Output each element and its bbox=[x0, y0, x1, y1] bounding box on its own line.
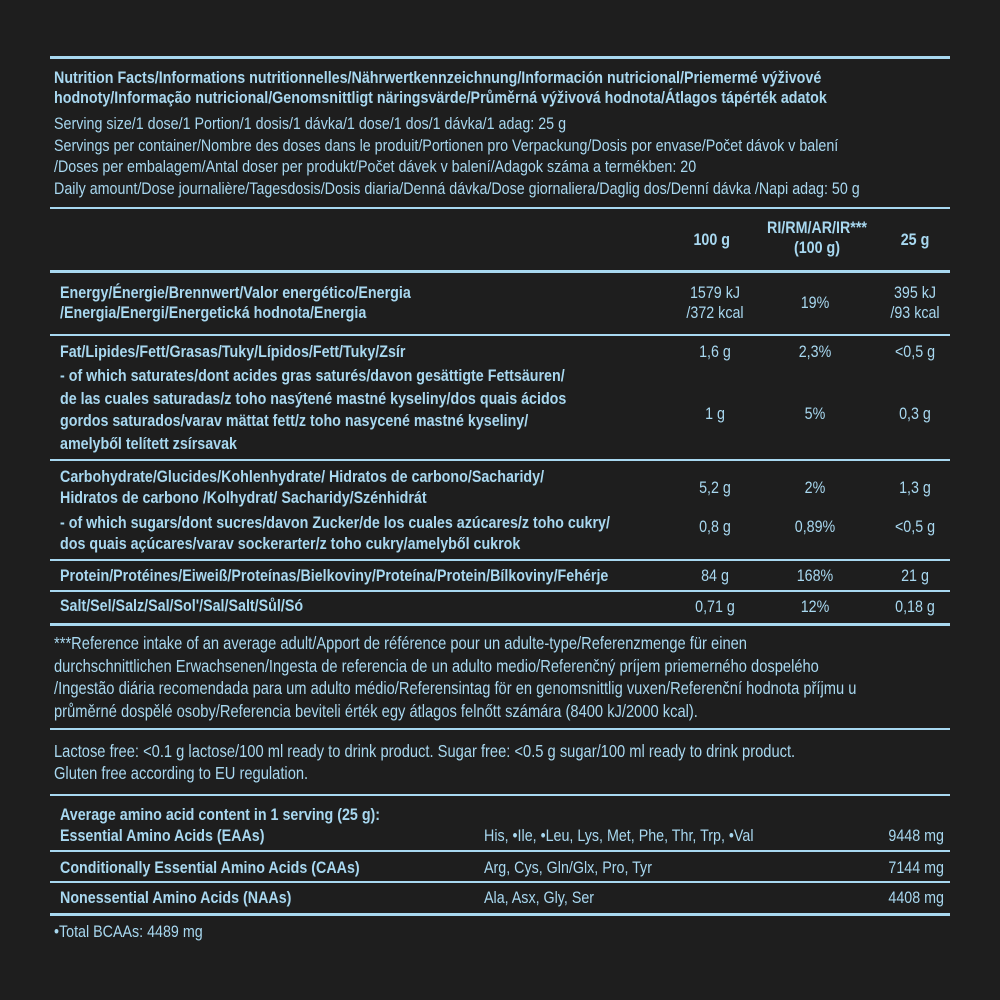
divider bbox=[50, 794, 950, 796]
divider bbox=[50, 334, 950, 336]
carbohydrate-100g: 5,2 g bbox=[699, 478, 731, 497]
divider bbox=[50, 913, 950, 916]
fat-100g: 1,6 g bbox=[699, 342, 731, 361]
amino-heading: Average amino acid content in 1 serving (25 g): bbox=[60, 805, 381, 824]
row-protein-label: Protein/Protéines/Eiweiß/Proteínas/Bielkoviny/Proteína/Protein/Bílkoviny/Fehérje bbox=[60, 566, 609, 585]
divider bbox=[50, 270, 950, 273]
saturates-100g: 1 g bbox=[705, 404, 725, 423]
servings-per-container: Servings per container/Nombre des doses dans le produit/Portionen pro Verpackung/Dosis por envase/Počet dávok v balení bbox=[54, 135, 839, 155]
divider bbox=[50, 56, 950, 59]
salt-25g: 0,18 g bbox=[895, 597, 935, 616]
energy-ri: 19% bbox=[800, 293, 830, 312]
row-fat-label: Fat/Lipides/Fett/Grasas/Tuky/Lípidos/Fett/Tuky/Zsír bbox=[60, 342, 406, 361]
amino-row-amount: 4408 mg bbox=[888, 888, 944, 907]
row-energy-label: Energy/Énergie/Brennwert/Valor energético/Energia /Energia/Energi/Energetická hodnota/Energia bbox=[60, 283, 411, 322]
serving-size: Serving size/1 dose/1 Portion/1 dosis/1 dávka/1 dose/1 dos/1 dávka/1 adag: 25 g bbox=[54, 114, 567, 133]
amino-row-list: Ala, Asx, Gly, Ser bbox=[484, 888, 595, 907]
sugars-25g: <0,5 g bbox=[894, 517, 936, 536]
amino-row-amount: 7144 mg bbox=[888, 858, 944, 877]
protein-ri: 168% bbox=[796, 566, 834, 585]
divider bbox=[50, 559, 950, 561]
col-header-100g: 100 g bbox=[693, 230, 731, 249]
divider bbox=[50, 881, 950, 883]
sugars-ri: 0,89% bbox=[794, 517, 836, 536]
sugars-100g: 0,8 g bbox=[699, 517, 731, 536]
row-carbohydrate-label: Carbohydrate/Glucides/Kohlenhydrate/ Hidratos de carbono/Sacharidy/ Hidratos de carbono /Kolhydrat/ Sacharidy/Szénhidrát bbox=[60, 467, 545, 507]
energy-25g: 395 kJ /93 kcal bbox=[890, 283, 940, 322]
amino-row-amount: 9448 mg bbox=[888, 826, 944, 845]
amino-row-name: Essential Amino Acids (EAAs) bbox=[60, 826, 265, 845]
saturates-ri: 5% bbox=[804, 404, 826, 423]
title: Nutrition Facts/Informations nutritionnelles/Nährwertkennzeichnung/Información nutricional/Priemermé výživové hodnoty/Informação nutricional/Genomsnittligt näringsvärde/Průměrná výživová hodnota/Átlagos tápérték adatok bbox=[54, 68, 827, 107]
fat-ri: 2,3% bbox=[798, 342, 832, 361]
amino-row-name: Conditionally Essential Amino Acids (CAAs) bbox=[60, 858, 360, 877]
divider bbox=[50, 459, 950, 461]
daily-amount: Daily amount/Dose journalière/Tagesdosis/Dosis diaria/Denná dávka/Dose giornaliera/Daglig dos/Denní dávka /Napi adag: 50 g bbox=[54, 178, 860, 198]
lactose-gluten-note: Lactose free: <0.1 g lactose/100 ml ready to drink product. Sugar free: <0.5 g sugar/100 ml ready to drink product. Gluten free according to EU regulation. bbox=[54, 741, 796, 783]
divider bbox=[50, 590, 950, 592]
row-sugars-label: - of which sugars/dont sucres/davon Zucker/de los cuales azúcares/z toho cukry/ dos quais açúcares/varav sockerarter/z toho cukry/amelyből cukrok bbox=[60, 513, 610, 553]
divider bbox=[50, 623, 950, 626]
protein-100g: 84 g bbox=[701, 566, 729, 585]
col-header-25g: 25 g bbox=[900, 230, 930, 249]
reference-intake-note: ***Reference intake of an average adult/Apport de référence pour un adulte-type/Referenzmenge für einen durchschnittlichen Erwachsenen/Ingesta de referencia de un adulto medio/Referenčný príjem priemerného dospelého /Ingestão diária recomendada para um adulto médio/Referensintag för en genomsnittlig vuxen/Referenční hodnota příjmu u průměrné dospělé osoby/Referencia beviteli érték egy átlagos felnőtt számára (8400 kJ/2000 kcal). bbox=[54, 633, 857, 721]
col-header-ri: RI/RM/AR/IR*** (100 g) bbox=[767, 218, 867, 257]
salt-100g: 0,71 g bbox=[695, 597, 735, 616]
carbohydrate-25g: 1,3 g bbox=[899, 478, 931, 497]
saturates-25g: 0,3 g bbox=[899, 404, 931, 423]
salt-ri: 12% bbox=[800, 597, 830, 616]
row-saturates-label: - of which saturates/dont acides gras saturés/davon gesättigte Fettsäuren/ de las cuales saturadas/z toho nasýtené mastné kyseliny/dos quais ácidos gordos saturados/varav mättat fett/z toho nasycené mastné kyseliny/ amelyből telített zsírsavak bbox=[60, 366, 567, 453]
amino-row-name: Nonessential Amino Acids (NAAs) bbox=[60, 888, 292, 907]
amino-row-list: Arg, Cys, Gln/Glx, Pro, Tyr bbox=[484, 858, 652, 877]
protein-25g: 21 g bbox=[901, 566, 929, 585]
energy-100g: 1579 kJ /372 kcal bbox=[686, 283, 744, 322]
divider bbox=[50, 850, 950, 852]
serving-info: Serving size/1 dose/1 Portion/1 dosis/1 dávka/1 dose/1 dos/1 dávka/1 adag: 25 g Servings per container/Nombre des doses dans le produit/Portionen pro Verpackung/Dosis por envase/Počet dávok v balení /Doses per embalagem/Antal doser per produkt/Počet dávek v balení/Adagok száma a termékben: 20 Daily amount/Dose journalière/Tagesdosis/Dosis diaria/Denná dávka/Dose giornaliera/Daglig dos/Denní dávka /Napi adag: 50 g bbox=[54, 114, 860, 198]
divider bbox=[50, 207, 950, 209]
bcaa-footnote: •Total BCAAs: 4489 mg bbox=[54, 922, 203, 941]
row-salt-label: Salt/Sel/Salz/Sal/Sol'/Sal/Salt/Sůl/Só bbox=[60, 596, 304, 615]
fat-25g: <0,5 g bbox=[894, 342, 936, 361]
divider bbox=[50, 728, 950, 730]
carbohydrate-ri: 2% bbox=[804, 478, 826, 497]
amino-row-list: His, •Ile, •Leu, Lys, Met, Phe, Thr, Trp, •Val bbox=[484, 826, 754, 845]
